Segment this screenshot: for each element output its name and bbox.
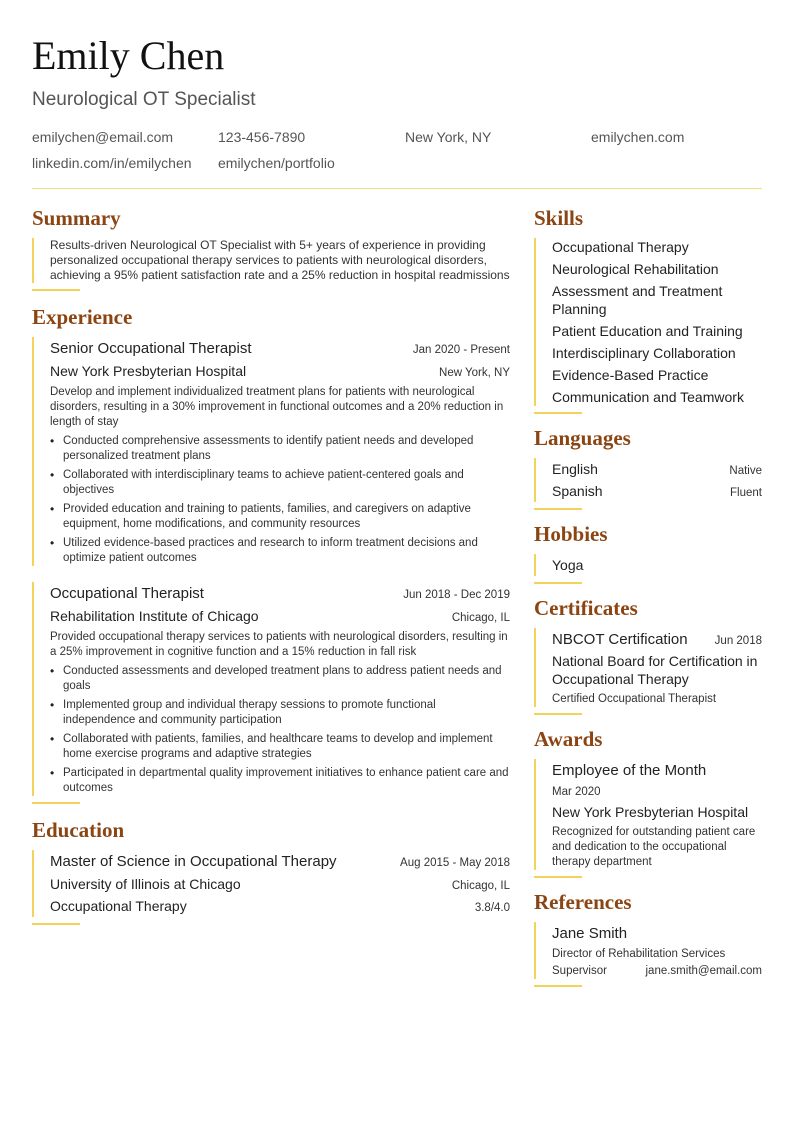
languages-list — [534, 458, 762, 502]
summary-section — [32, 204, 510, 291]
languages-heading: Languages — [534, 426, 631, 450]
skill-item: Interdisciplinary Collaboration — [552, 345, 736, 361]
job-company: New York Presbyterian Hospital — [50, 363, 247, 379]
section-underbar — [32, 289, 80, 291]
bullet-dot-icon: • — [50, 664, 55, 678]
bullet-item: • Utilized evidence-based practices and research to inform treatment decisions and optimize patient outcomes — [50, 536, 478, 564]
bullet-dot-icon: • — [50, 698, 55, 712]
bullet-item: • Collaborated with interdisciplinary teams to achieve patient-centered goals and objectives — [50, 468, 464, 496]
reference-email[interactable]: jane.smith@email.com — [645, 965, 762, 977]
bullet-dot-icon: • — [50, 766, 55, 780]
degree: Master of Science in Occupational Therapy — [50, 853, 337, 870]
reference-entry — [534, 922, 762, 979]
candidate-name: Emily Chen — [32, 33, 225, 78]
bullet-item: • Provided education and training to patients, families, and caregivers on adaptive equipment, home modifications, and community resources — [50, 502, 471, 530]
bullet-dot-icon: • — [50, 434, 55, 448]
summary-text: Results-driven Neurological OT Specialist with 5+ years of experience in providing personalized occupational therapy services to patients with neurological disorders, achieving a 95% patient satisfaction rate and a 25% reduction in hospital readmissions — [50, 238, 510, 282]
language-level: Fluent — [730, 487, 762, 499]
job-role: Senior Occupational Therapist — [50, 340, 252, 357]
certificates-heading: Certificates — [534, 596, 638, 620]
section-underbar — [534, 582, 582, 584]
skill-item: Occupational Therapy — [552, 239, 689, 255]
job-title: Neurological OT Specialist — [32, 89, 256, 110]
awards-section — [534, 725, 762, 878]
reference-name: Jane Smith — [552, 925, 628, 942]
hobby-item: Yoga — [552, 557, 584, 573]
header-divider — [32, 188, 762, 189]
section-underbar — [534, 508, 582, 510]
certificate-description: Certified Occupational Therapist — [552, 693, 717, 705]
reference-relation: Supervisor — [552, 965, 607, 977]
bullet-dot-icon: • — [50, 502, 55, 516]
bullet-item: • Participated in departmental quality improvement initiatives to enhance patient care and outcomes — [50, 766, 509, 794]
education-dates: Aug 2015 - May 2018 — [400, 857, 510, 869]
experience-section — [32, 303, 510, 804]
contact-email[interactable]: emilychen@email.com — [32, 129, 174, 145]
education-section — [32, 816, 510, 925]
skills-heading: Skills — [534, 206, 584, 230]
gpa: 3.8/4.0 — [474, 902, 510, 914]
language-name: English — [552, 461, 598, 477]
education-entry — [32, 850, 510, 917]
certificate-entry — [534, 628, 762, 707]
section-underbar — [534, 713, 582, 715]
section-underbar — [534, 876, 582, 878]
award-description: Recognized for outstanding patient care and dedication to the occupational therapy department — [552, 826, 756, 868]
hobbies-list — [534, 554, 762, 576]
reference-position: Director of Rehabilitation Services — [552, 948, 726, 960]
skills-section — [534, 204, 762, 414]
skill-item: Evidence-Based Practice — [552, 367, 709, 383]
summary-heading: Summary — [32, 206, 121, 230]
award-entry — [534, 759, 762, 870]
left-column — [32, 204, 510, 925]
bullet-dot-icon: • — [50, 536, 55, 550]
section-underbar — [32, 923, 80, 925]
contact-location: New York, NY — [405, 129, 492, 145]
languages-section — [534, 424, 762, 510]
experience-entry — [32, 582, 510, 796]
hobbies-heading: Hobbies — [534, 522, 608, 546]
certificate-issuer: National Board for Certification in Occupational Therapy — [552, 653, 758, 687]
contact-website[interactable]: emilychen.com — [591, 129, 685, 145]
section-underbar — [534, 985, 582, 987]
job-description: Provided occupational therapy services to patients with neurological disorders, resulting in a 25% improvement in cognitive function and a 15% reduction in fall risk — [50, 631, 508, 658]
job-bullets — [50, 664, 510, 796]
hobbies-section — [534, 520, 762, 584]
skill-item: Patient Education and Training — [552, 323, 743, 339]
certificates-section — [534, 594, 762, 715]
language-name: Spanish — [552, 483, 603, 499]
school: University of Illinois at Chicago — [50, 876, 241, 892]
bullet-dot-icon: • — [50, 468, 55, 482]
bullet-item: • Implemented group and individual therapy sessions to promote functional independence and community participation — [50, 698, 436, 726]
award-issuer: New York Presbyterian Hospital — [552, 804, 749, 820]
awards-heading: Awards — [534, 727, 603, 751]
bullet-item: • Conducted comprehensive assessments to identify patient needs and developed personalized treatment plans — [50, 434, 474, 462]
job-location: Chicago, IL — [451, 612, 510, 624]
job-dates: Jan 2020 - Present — [412, 344, 510, 356]
job-role: Occupational Therapist — [50, 585, 204, 602]
award-name: Employee of the Month — [552, 762, 707, 779]
certificate-date: Jun 2018 — [714, 635, 762, 647]
award-date: Mar 2020 — [552, 786, 601, 798]
contact-linkedin[interactable]: linkedin.com/in/emilychen — [32, 155, 192, 171]
job-location: New York, NY — [439, 367, 510, 379]
skill-item: Neurological Rehabilitation — [552, 261, 719, 277]
section-underbar — [534, 412, 582, 414]
certificate-name: NBCOT Certification — [552, 631, 688, 648]
bullet-item: • Conducted assessments and developed treatment plans to address patient needs and goals — [50, 664, 502, 692]
contact-phone[interactable]: 123-456-7890 — [218, 129, 306, 145]
language-level: Native — [729, 465, 762, 477]
skill-item: Communication and Teamwork — [552, 389, 744, 405]
skill-item: Assessment and Treatment Planning — [552, 283, 723, 317]
job-company: Rehabilitation Institute of Chicago — [50, 608, 259, 624]
section-underbar — [32, 802, 80, 804]
job-description: Develop and implement individualized treatment plans for patients with neurological disorders, resulting in a 30% improvement in functional outcomes and a 20% reduction in length of stay — [50, 386, 504, 428]
job-bullets — [50, 434, 510, 566]
experience-heading: Experience — [32, 305, 133, 329]
job-dates: Jun 2018 - Dec 2019 — [403, 589, 510, 601]
references-section — [534, 888, 762, 987]
skills-list — [534, 238, 762, 406]
experience-entry — [32, 337, 510, 566]
references-heading: References — [534, 890, 632, 914]
bullet-item: • Collaborated with patients, families, and healthcare teams to develop and implement home exercise programs and adaptive strategies — [50, 732, 493, 760]
education-heading: Education — [32, 818, 125, 842]
right-column — [534, 204, 762, 987]
contact-portfolio[interactable]: emilychen/portfolio — [218, 155, 335, 171]
school-location: Chicago, IL — [451, 880, 510, 892]
field-of-study: Occupational Therapy — [50, 898, 187, 914]
bullet-dot-icon: • — [50, 732, 55, 746]
